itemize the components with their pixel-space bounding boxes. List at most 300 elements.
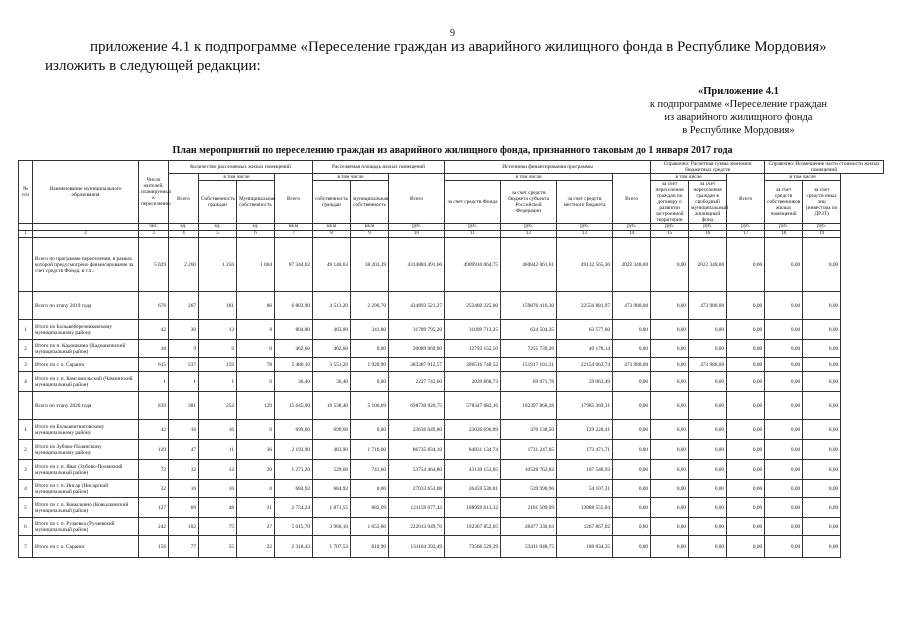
unit-cell: ед. [199,224,237,231]
value-cell: 0,00 [613,320,651,340]
value-cell: 11 [199,440,237,460]
value-cell: 151917 101,31 [501,358,557,372]
value-cell: 3 551,20 [313,358,351,372]
value-cell: 267 [169,292,199,320]
value-cell: 5 029 [139,238,169,292]
value-cell: 87 344,02 [275,238,313,292]
unit-cell: кв.м [313,224,351,231]
value-cell: 0,00 [613,392,651,420]
column-index-cell: 10 [389,231,445,238]
header-fin-incl: в том числе [445,174,613,181]
value-cell: 102397 868,28 [501,392,557,420]
value-cell: 0,00 [613,372,651,392]
value-cell: 2 290,70 [351,292,389,320]
value-cell: 0,00 [765,498,803,518]
header-comp-incl: в том числе [765,174,841,181]
value-cell: 1 871,55 [313,498,351,518]
value-cell: 470 138,50 [501,420,557,440]
column-index-cell: 18 [765,231,803,238]
value-cell: 0,00 [803,420,841,440]
value-cell: 129 220,41 [557,420,613,440]
row-number: 4 [19,372,33,392]
value-cell: 473 988,00 [613,292,651,320]
value-cell: 2 318,43 [275,536,313,558]
value-cell: 1 055,60 [351,518,389,536]
row-name: Итого по Большеберезниковскому муниципальному району [33,320,139,340]
value-cell: 1267 867,02 [557,518,613,536]
value-cell: 1 004 [237,238,275,292]
value-cell: 0,00 [651,372,689,392]
value-cell: 22 [237,536,275,558]
value-cell: 0 [237,480,275,498]
value-cell: 1731 247,65 [501,440,557,460]
plan-title: План мероприятий по переселению граждан из аварийного жилищного фонда, признанного таковым до 1 января 2017 года [172,145,733,156]
value-cell: 0,00 [803,340,841,358]
value-cell: 2039 868,73 [445,372,501,392]
value-cell: 0 [237,372,275,392]
value-cell: 73566 529,39 [445,536,501,558]
value-cell: 22154 062,74 [557,358,613,372]
table-row [19,372,884,392]
value-cell: 17985 369,31 [557,392,613,420]
value-cell: 173 471,71 [557,440,613,460]
value-cell: 21 [237,498,275,518]
value-cell: 55 [199,536,237,558]
header-financing: Источники финансирования программы [445,161,651,174]
intro-line-2: изложить в следующей редакции: [45,58,261,74]
row-number: 1 [19,320,33,340]
value-cell: 0,00 [651,498,689,518]
header-comp-owners: за счет средств собственников жилых помещений [765,181,803,224]
header-comp-total: Всего [727,174,765,224]
value-cell: 578347 683,16 [445,392,501,420]
value-cell: 27 [237,518,275,536]
value-cell: 0,00 [727,480,765,498]
header-flats: Количество расселяемых жилых помещений [169,161,313,174]
value-cell: 0,00 [803,518,841,536]
table-row [19,392,884,420]
value-cell: 16 [199,420,237,440]
value-cell: 0,00 [651,440,689,460]
value-cell: 36,40 [313,372,351,392]
header-comp-other: за счет средств иных лиц (инвестора по ДРЗТ) [803,181,841,224]
header-area-private: собственность граждан [313,181,351,224]
header-econ-free: за счет переселения граждан в свободный муниципальный жилищный фонд [689,181,727,224]
value-cell: 86 [237,292,275,320]
header-fin-fund: за счет средств Фонда [445,181,501,224]
value-cell: 341,80 [351,320,389,340]
value-cell: 1 707,53 [313,536,351,558]
value-cell: 684,92 [313,480,351,498]
value-cell: 22556 881,97 [557,292,613,320]
value-cell: 2022 348,00 [689,238,727,292]
value-cell: 0,00 [351,340,389,358]
value-cell: 0,00 [803,536,841,558]
value-cell: 12 [199,320,237,340]
value-cell: 0,00 [803,392,841,420]
value-cell: 102 [169,518,199,536]
value-cell: 159876 416,30 [501,292,557,320]
header-flats-incl: в том числе [199,174,275,181]
value-cell: 529,60 [313,460,351,480]
value-cell: 0,00 [803,440,841,460]
value-cell: 181 [199,292,237,320]
value-cell: 462,60 [275,340,313,358]
value-cell: 108959 613,32 [445,498,501,518]
column-index-cell: 16 [689,231,727,238]
value-cell: 0,00 [651,536,689,558]
table-row [19,536,884,558]
unit-cell: руб. [557,224,613,231]
value-cell: 699,60 [275,420,313,440]
value-cell: 77 [169,536,199,558]
value-cell: 804,80 [275,320,313,340]
value-cell: 463,00 [313,320,351,340]
value-cell: 53411 048,75 [501,536,557,558]
value-cell: 63 577,60 [557,320,613,340]
value-cell: 0,00 [727,460,765,480]
value-cell: 1 [139,372,169,392]
value-cell: 473 988,00 [689,292,727,320]
row-number: 7 [19,536,33,558]
value-cell: 156 [139,536,169,558]
table-row [19,480,884,498]
value-cell: 0,00 [613,498,651,518]
value-cell: 16 [199,480,237,498]
column-index-cell: 7 [275,231,313,238]
value-cell: 383387 912,57 [389,358,445,372]
value-cell: 0,00 [613,340,651,358]
value-cell: 159 [199,358,237,372]
value-cell: 31789 795,20 [389,320,445,340]
value-cell: 0,00 [727,420,765,440]
value-cell: 0,00 [765,480,803,498]
value-cell: 4 513,20 [313,292,351,320]
value-cell: 8 [237,320,275,340]
row-number [19,292,33,320]
unit-cell: руб. [501,224,557,231]
value-cell: 10528 762,82 [501,460,557,480]
value-cell: 0,00 [765,292,803,320]
value-cell: 0,00 [765,238,803,292]
value-cell: 0,00 [727,372,765,392]
value-cell: 676 [139,292,169,320]
value-cell: 54 107,31 [557,480,613,498]
value-cell: 9 [169,340,199,358]
header-economy: Справочно: Расчетная сумма экономии бюджетных средств [651,161,765,174]
header-flats-private: Собственность граждан [199,181,237,224]
row-number: 5 [19,498,33,518]
header-econ-total: Всего [613,174,651,224]
value-cell: 0,00 [765,536,803,558]
value-cell: 0,00 [613,420,651,440]
value-cell: 9 [199,340,237,358]
value-cell: 0,00 [613,518,651,536]
value-cell: 0,00 [689,460,727,480]
unit-cell: чел. [139,224,169,231]
value-cell: 0,00 [803,480,841,498]
header-name: Наименование муниципального образования [33,161,139,224]
value-cell: 4909910 064,75 [445,238,501,292]
row-name: Всего по этапу 2019 года [33,292,139,320]
row-number [19,392,33,420]
value-cell: 131164 392,49 [389,536,445,558]
appendix-heading: «Приложение 4.1 [697,86,779,97]
value-cell: 0,00 [613,536,651,558]
value-cell: 741,60 [351,460,389,480]
value-cell: 129 [139,440,169,460]
row-number: 3 [19,358,33,372]
value-cell: 0,00 [689,480,727,498]
value-cell: 473 988,00 [613,358,651,372]
value-cell: 0,00 [689,536,727,558]
unit-cell [19,224,33,231]
value-cell: 0,00 [803,372,841,392]
value-cell: 3 960,10 [313,518,351,536]
table-row [19,358,884,372]
value-cell: 2022 348,00 [613,238,651,292]
value-cell: 49132 565,30 [557,238,613,292]
value-cell: 237 [169,358,199,372]
column-index-cell: 12 [501,231,557,238]
header-fin-local: за счет средств местного бюджета [557,181,613,224]
value-cell: 30 [169,320,199,340]
value-cell: 53754 464,80 [389,460,445,480]
value-cell: 610,90 [351,536,389,558]
unit-cell: руб. [613,224,651,231]
value-cell: 839 [139,392,169,420]
column-index-cell: 2 [33,231,139,238]
column-index-cell: 3 [139,231,169,238]
value-cell: 23036 690,89 [445,420,501,440]
value-cell: 539 990,96 [501,480,557,498]
value-cell: 129 [237,392,275,420]
value-cell: 127 [139,498,169,518]
appendix-line-2: из аварийного жилищного фонда [664,112,813,123]
value-cell: 36,40 [275,372,313,392]
value-cell: 0,00 [765,340,803,358]
value-cell: 0,00 [727,498,765,518]
value-cell: 0,00 [727,292,765,320]
value-cell: 0,00 [651,518,689,536]
header-num: № п/п [19,161,33,224]
value-cell: 1 [169,372,199,392]
value-cell: 12793 152,50 [445,340,501,358]
value-cell: 42 [139,420,169,440]
value-cell: 0,00 [651,358,689,372]
row-name: Итого по г. п. Комсомольский (Чамзинский муниципальный район) [33,372,139,392]
table-row [19,460,884,480]
value-cell: 0,00 [351,420,389,440]
value-cell: 5 106,69 [351,392,389,420]
value-cell: 40 178,14 [557,340,613,358]
value-cell: 462,60 [313,340,351,358]
value-cell: 222013 049,70 [389,518,445,536]
value-cell: 4314884 491,66 [389,238,445,292]
row-name: Итого по г. п. Рузаевка (Рузаевский муниципальный район) [33,518,139,536]
value-cell: 1 710,00 [351,440,389,460]
value-cell: 0,00 [351,480,389,498]
value-cell: 48 [199,498,237,518]
value-cell: 26459 536,81 [445,480,501,498]
table-row [19,340,884,358]
value-cell: 0,00 [727,340,765,358]
value-cell: 242 [139,518,169,536]
unit-cell: ед. [237,224,275,231]
value-cell: 18 [139,340,169,358]
value-cell: 0,00 [765,392,803,420]
row-number: 2 [19,440,33,460]
value-cell: 27033 653,08 [389,480,445,498]
units-row [19,224,884,231]
row-name: Итого по г. п. Ковылкино (Ковылкинский муниципальный район) [33,498,139,518]
value-cell: 1 928,90 [351,358,389,372]
value-cell: 0,00 [689,340,727,358]
column-index-cell: 9 [351,231,389,238]
value-cell: 107 548,93 [557,460,613,480]
value-cell: 2101 509,09 [501,498,557,518]
header-flats-total: Всего [169,174,199,224]
value-cell: 0,00 [727,518,765,536]
row-name: Итого по Большеигнатовскому муниципальному району [33,420,139,440]
unit-cell: руб. [803,224,841,231]
value-cell: 206516 748,52 [445,358,501,372]
value-cell: 49 140,63 [313,238,351,292]
column-index-cell: 1 [19,231,33,238]
value-cell: 0,00 [803,292,841,320]
value-cell: 381 [169,392,199,420]
column-index-cell: 15 [651,231,689,238]
unit-cell: руб. [727,224,765,231]
header-flats-municipal: Муниципальная собственность [237,181,275,224]
appendix-line-3: в Республике Мордовия» [682,125,795,136]
value-cell: 28477 330,63 [501,518,557,536]
value-cell: 0,00 [613,460,651,480]
value-cell: 252460 225,00 [445,292,501,320]
value-cell: 0,00 [765,358,803,372]
value-cell: 42 [139,320,169,340]
value-cell: 2 260 [169,238,199,292]
value-cell: 2227 743,60 [389,372,445,392]
unit-cell: руб. [765,224,803,231]
column-index-cell: 6 [237,231,275,238]
row-name: Всего по этапу 2020 года [33,392,139,420]
value-cell: 186 834,35 [557,536,613,558]
value-cell: 0,00 [727,536,765,558]
row-name: Итого по п. Кадошкино (Кадошкинский муниципальный район) [33,340,139,358]
value-cell: 634 504,35 [501,320,557,340]
row-number: 3 [19,460,33,480]
value-cell: 615 [139,358,169,372]
value-cell: 0,00 [727,392,765,420]
column-index-row [19,231,884,238]
value-cell: 0,00 [651,292,689,320]
value-cell: 434893 521,27 [389,292,445,320]
value-cell: 15 645,00 [275,392,313,420]
row-name: Итого по Зубово-Полянскому муниципальному району [33,440,139,460]
value-cell: 10 538,40 [313,392,351,420]
value-cell: 0,00 [689,320,727,340]
table-row [19,498,884,518]
value-cell: 0,00 [765,518,803,536]
table-row [19,440,884,460]
value-cell: 483,90 [313,440,351,460]
column-index-cell: 8 [313,231,351,238]
value-cell: 0,00 [727,320,765,340]
value-cell: 0,00 [803,460,841,480]
value-cell: 0,00 [689,498,727,518]
value-cell: 20089 069,90 [389,340,445,358]
value-cell: 0,00 [613,480,651,498]
value-cell: 2 754,24 [275,498,313,518]
table-row [19,238,884,292]
table-row [19,292,884,320]
value-cell: 1 256 [199,238,237,292]
value-cell: 23636 049,80 [389,420,445,440]
value-cell: 32 [139,480,169,498]
value-cell: 0,00 [727,238,765,292]
appendix-line-1: к подпрограмме «Переселение граждан [649,99,827,110]
value-cell: 0,00 [613,440,651,460]
value-cell: 698730 920,75 [389,392,445,420]
value-cell: 0,00 [803,498,841,518]
value-cell: 0,00 [689,392,727,420]
unit-cell [33,224,139,231]
intro-line-1: приложение 4.1 к подпрограмме «Переселение граждан из аварийного жилищного фонда в Республике Мордовия» [90,39,827,55]
row-name: Итого по г. п. Инсар (Инсарский муниципальный район) [33,480,139,498]
column-index-cell: 13 [557,231,613,238]
header-fin-rf: за счет средств бюджета субъекта Российской Федерации [501,181,557,224]
column-index-cell: 17 [727,231,765,238]
value-cell: 47 [169,440,199,460]
header-econ-incl: в том числе [651,174,727,181]
value-cell: 0,00 [651,340,689,358]
value-cell: 0,00 [651,238,689,292]
value-cell: 0,00 [651,420,689,440]
value-cell: 0,00 [689,372,727,392]
value-cell: 0,00 [651,480,689,498]
unit-cell: руб. [651,224,689,231]
value-cell: 5 480,10 [275,358,313,372]
resettlement-plan-table [18,160,884,558]
value-cell: 0,00 [689,518,727,536]
header-residents: Число жителей, планируемых к переселению [139,161,169,224]
row-name: Итого по г. о. Саранск [33,358,139,372]
appendix-caption [650,85,827,137]
row-name: Всего по программе переселения, в рамках которой предусмотрено финансирование за счет средств Фонда, в т.ч.: [33,238,139,292]
value-cell: 0,00 [765,372,803,392]
row-number [19,238,33,292]
page-number: 9 [450,28,455,39]
value-cell: 6 803,90 [275,292,313,320]
header-fin-total: Всего [389,174,445,224]
value-cell: 20 [237,460,275,480]
value-cell: 69 071,78 [501,372,557,392]
value-cell: 684,92 [275,480,313,498]
value-cell: 75 [199,518,237,536]
row-name: Итого по г. п. Явас (Зубово-Полянский муниципальный район) [33,460,139,480]
unit-cell: руб. [389,224,445,231]
column-index-cell: 11 [445,231,501,238]
value-cell: 699,60 [313,420,351,440]
table-row [19,320,884,340]
value-cell: 0,00 [765,440,803,460]
value-cell: 36 [237,440,275,460]
value-cell: 0 [237,420,275,440]
value-cell: 0,00 [689,440,727,460]
unit-cell: ед. [169,224,199,231]
value-cell: 0,00 [651,460,689,480]
